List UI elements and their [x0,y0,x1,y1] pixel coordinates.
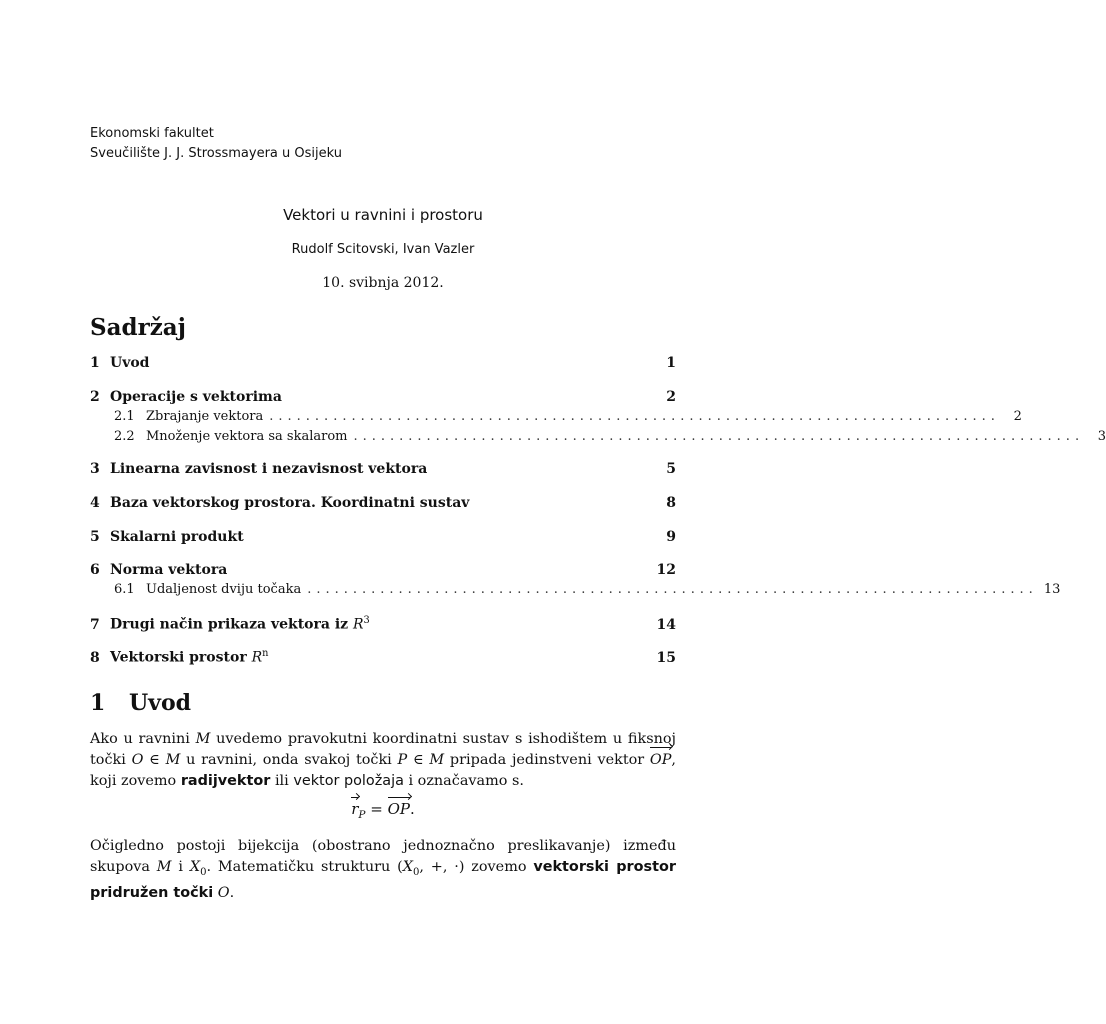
toc-subentry[interactable] [90,582,1061,602]
document-authors: Rudolf Scitovski, Ivan Vazler [291,242,475,257]
section-number: 1 [90,690,106,716]
toc-entry-page: 15 [656,649,676,666]
toc-subentry-number: 6.1 [114,582,135,597]
term-vektor-polozaja: vektor položaja [293,773,404,789]
toc-subentry-page: 3 [1097,429,1106,444]
toc-subentry-number: 2.2 [114,429,135,444]
toc-entry-label: Skalarni produkt [110,529,244,545]
toc-entry-number: 5 [90,529,100,545]
toc-subentry-page: 13 [1043,582,1061,597]
institution-university: Sveučilište J. J. Strossmayera u Osijeku [90,146,343,161]
toc-entry-number: 8 [90,649,100,666]
toc-entry[interactable] [90,355,676,375]
toc-entry-label: Drugi način prikaza vektora iz $R^3$ [110,615,370,633]
toc-entry[interactable] [90,389,1106,449]
toc-entry-number: 1 [90,355,100,371]
toc-entry-number: 2 [90,389,100,405]
toc-subentry-page: 2 [1013,409,1022,424]
toc-leader-dots: ................................................................................ [269,409,1000,424]
toc-entry-page: 2 [666,389,676,405]
toc-main-row[interactable] [90,495,676,515]
toc-subentry-number: 2.1 [114,409,135,424]
toc-main-row[interactable] [90,562,676,582]
toc-entry-page: 5 [666,461,676,477]
vector-op: OP [650,750,671,771]
toc-entry[interactable] [90,461,676,481]
toc-main-row[interactable] [90,648,676,668]
toc-entry[interactable] [90,529,676,549]
section-title: Uvod [129,690,192,716]
toc-entry[interactable] [90,495,676,515]
toc-entry-page: 12 [656,562,676,578]
toc-entry-number: 7 [90,616,100,633]
toc-main-row[interactable] [90,615,676,635]
toc-entry-page: 8 [666,495,676,511]
toc-subentry-label: Udaljenost dviju točaka [146,582,302,597]
document-date: 10. svibnja 2012. [322,275,444,291]
institution-block [90,124,342,164]
toc-main-row[interactable] [90,355,676,375]
toc-leader-dots: ................................................................................ [353,429,1085,444]
toc-entry-label: Operacije s vektorima [110,389,282,405]
toc-entry-label: Linearna zavisnost i nezavisnost vektora [110,461,428,477]
toc-entry-page: 1 [666,355,676,371]
toc-entry-label: Uvod [110,355,150,371]
toc-entry[interactable] [90,562,1061,602]
section-heading [90,690,191,716]
toc-entry-number: 3 [90,461,100,477]
toc-leader-dots: ................................................................................ [307,582,1038,597]
paragraph-bijection: Očigledno postoji bijekcija (obostrano jednoznačno preslikavanje) između skupova M i $X_0$. Matematičku strukturu ($X_0$, +, ·) zovemo vektorski prostor pridružen točki O. [90,838,676,901]
term-radijvektor: radijvektor [180,773,271,789]
toc-entry-page: 9 [666,529,676,545]
toc-subentry-label: Množenje vektora sa skalarom [146,429,348,444]
toc-main-row[interactable] [90,461,676,481]
institution-faculty: Ekonomski fakultet [90,126,214,141]
toc-main-row[interactable] [90,389,676,409]
toc-subentry-label: Zbrajanje vektora [146,409,264,424]
toc-subentry[interactable] [90,409,1022,429]
toc-entry-label: Baza vektorskog prostora. Koordinatni sustav [110,495,470,511]
equation-radius-vector: $r_P$ = OP. [351,800,415,821]
paragraph-intro: Ako u ravnini M uvedemo pravokutni koordinatni sustav s ishodištem u fiksnoj točki O ∈ M u ravnini, onda svakoj točki P ∈ M pripada jedinstveni vektor OP, koji zovemo radijvektor ili vektor položaja i označavamo s. [90,731,676,789]
term-vektorski-prostor: vektorski prostor pridružen točki [90,859,676,901]
toc-entry[interactable] [90,615,676,635]
toc-entry-number: 6 [90,562,100,578]
toc-main-row[interactable] [90,529,676,549]
toc-entry-page: 14 [656,616,676,633]
toc-entry-label: Vektorski prostor $R^n$ [110,648,269,666]
toc-entry[interactable] [90,648,676,668]
toc-subentry[interactable] [90,429,1106,449]
toc-entry-label: Norma vektora [110,562,228,578]
toc-entry-number: 4 [90,495,100,511]
toc-heading: Sadržaj [90,314,186,341]
document-title: Vektori u ravnini i prostoru [283,206,483,224]
